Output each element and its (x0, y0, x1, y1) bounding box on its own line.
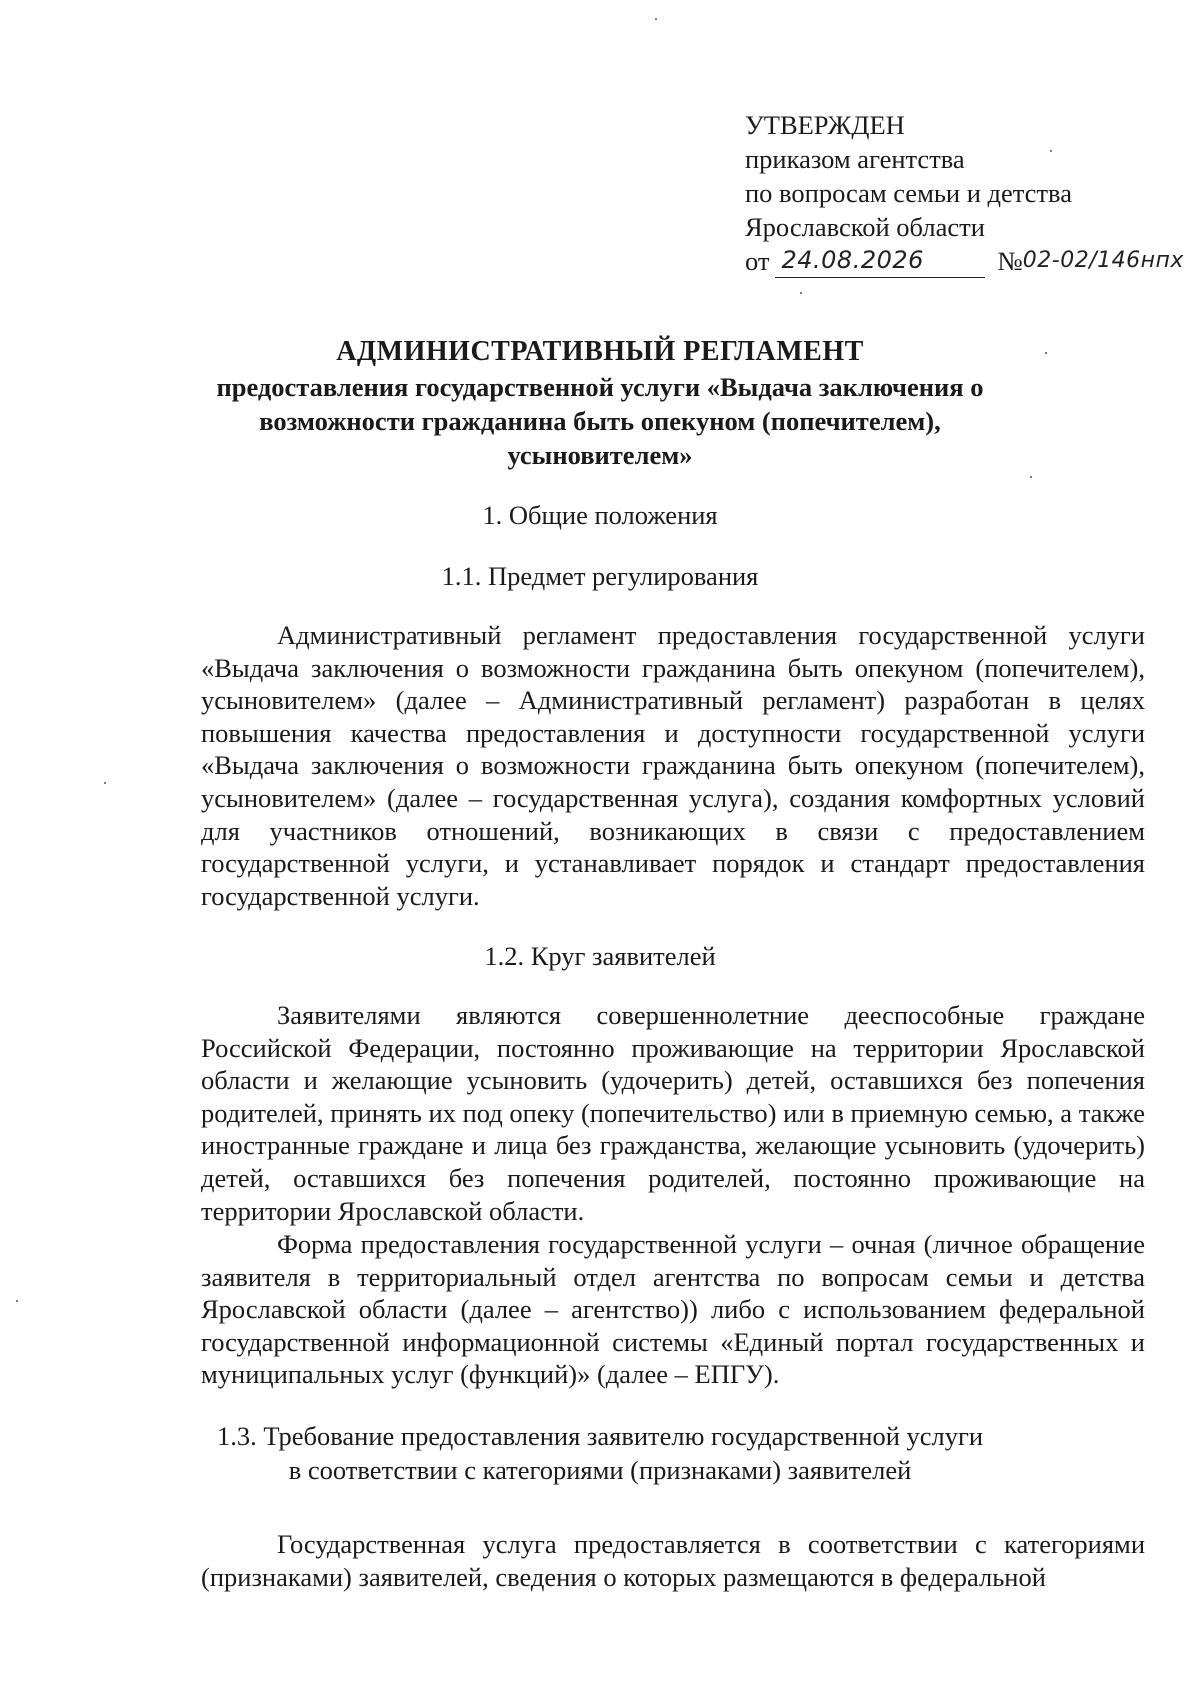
handwritten-number: 02-02/146нпх (1022, 248, 1184, 273)
scan-speck (16, 1300, 18, 1302)
handwritten-date: 24.08.2026 (781, 246, 924, 274)
number-field (1022, 248, 1184, 278)
subsection-heading-line: 1.3. Требование предоставления заявителю государственной услуги (216, 1421, 984, 1451)
scan-speck (800, 292, 802, 294)
scan-speck (104, 782, 106, 784)
approval-title: УТВЕРЖДЕН (745, 110, 905, 140)
paragraph: Административный регламент предоставления государственной услуги «Выдача заключения о возможности гражданина быть опекуном (попечителем), усыновителем» (далее – Административный регламент) разработан в целях повышения качества предоставления и доступности государственной услуги «Выдача заключения о возможности гражданина быть опекуном (попечителем), усыновителем» (далее – государственная услуга), создания комфортных условий для участников отношений, возникающих в связи с предоставлением государственной услуги, и устанавливает порядок и стандарт предоставления государственной услуги. (201, 620, 1145, 911)
date-field (775, 247, 985, 278)
document-title: АДМИНИСТРАТИВНЫЙ РЕГЛАМЕНТ (336, 336, 864, 367)
subsection-heading: 1.2. Круг заявителей (484, 941, 716, 971)
document-subtitle: предоставления государственной услуги «Выдача заключения о возможности гражданина быть опекуном (попечителем), усыновителем» (216, 372, 984, 470)
paragraph: Государственная услуга предоставляется в соответствии с категориями (признаками) заявителей, сведения о которых размещаются в федеральной (201, 1529, 1145, 1592)
document-title-block (0, 334, 1200, 472)
approval-date-number-line (745, 244, 1184, 278)
subsection-heading-line: в соответствии с категориями (признаками) заявителей (288, 1455, 912, 1485)
subsection-heading: 1.1. Предмет регулирования (441, 561, 759, 591)
scan-speck (1030, 476, 1032, 478)
from-label: от (745, 246, 770, 276)
approval-block (745, 108, 1184, 278)
approval-line: по вопросам семьи и детства (745, 178, 1072, 208)
scan-speck (655, 18, 657, 20)
paragraph: Форма предоставления государственной услуги – очная (личное обращение заявителя в территориальный отдел агентства по вопросам семьи и детства Ярославской области (далее – агентство)) либо с использованием федеральной государственной информационной системы «Единый портал государственных и муниципальных услуг (функций)» (далее – ЕПГУ). (201, 1229, 1145, 1390)
paragraph: Заявителями являются совершеннолетние дееспособные граждане Российской Федерации, постоянно проживающие на территории Ярославской области и желающие усыновить (удочерить) детей, оставшихся без попечения родителей, принять их под опеку (попечительство) или в приемную семью, а также иностранные граждане и лица без гражданства, желающие усыновить (удочерить) детей, оставшихся без попечения родителей, постоянно проживающие на территории Ярославской области. (201, 1000, 1145, 1226)
section-heading: 1. Общие положения (482, 500, 718, 530)
number-label: № (997, 246, 1023, 276)
approval-line: приказом агентства (745, 144, 965, 174)
approval-line: Ярославской области (745, 212, 985, 242)
